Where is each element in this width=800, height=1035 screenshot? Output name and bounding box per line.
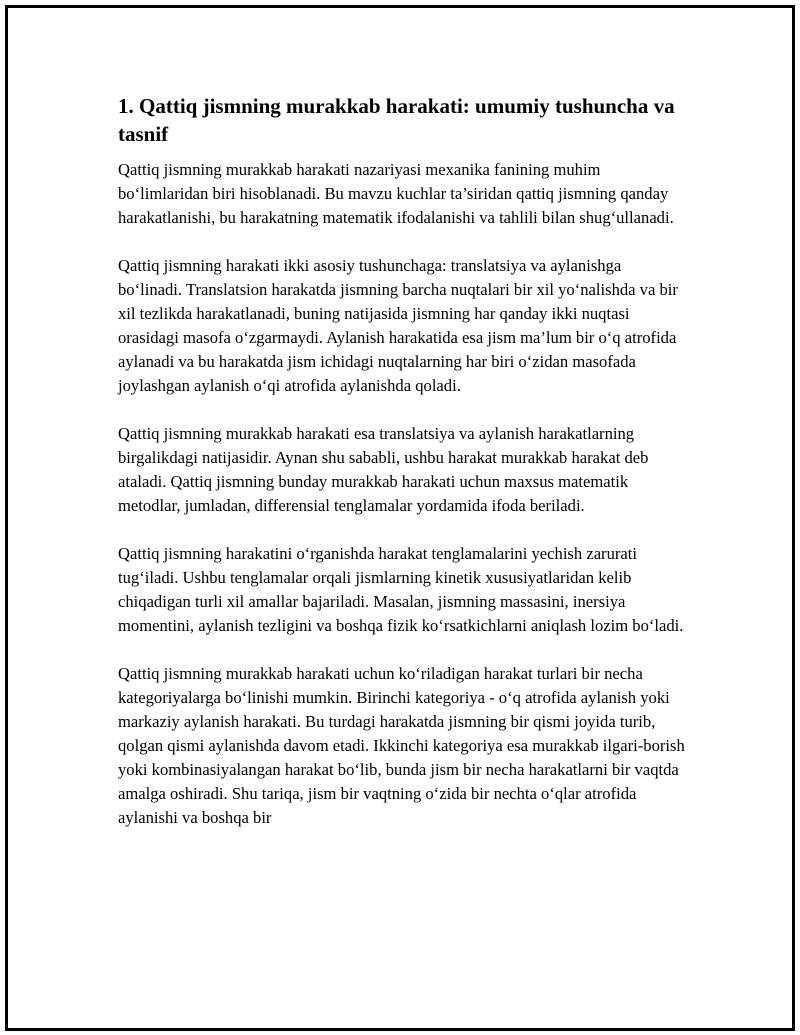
section-heading: 1. Qattiq jismning murakkab harakati: umumiy tushuncha va tasnif [118,94,675,146]
paragraph-4: Qattiq jismning harakatini o‘rganishda harakat tenglamalarini yechish zarurati tug‘iladi. Ushbu tenglamalar orqali jismlarning kinetik xususiyatlaridan kelib chiqadigan turli xil amallar bajariladi. Masalan, jismning massasini, inersiya momentini, aylanish tezligini va boshqa fizik ko‘rsatkichlarni aniqlash lozim bo‘ladi. [118,544,684,635]
document-body [118,92,688,854]
paragraph-1: Qattiq jismning murakkab harakati nazariyasi mexanika fanining muhim bo‘limlaridan biri hisoblanadi. Bu mavzu kuchlar ta’siridan qattiq jismning qanday harakatlanishi, bu harakatning matematik ifodalanishi va tahlili bilan shug‘ullanadi. [118,160,674,227]
paragraph-5: Qattiq jismning murakkab harakati uchun ko‘riladigan harakat turlari bir necha kategoriyalarga bo‘linishi mumkin. Birinchi kategoriya - o‘q atrofida aylanish yoki markaziy aylanish harakati. Bu turdagi harakatda jismning bir qismi joyida turib, qolgan qismi aylanishda davom etadi. Ikkinchi kategoriya esa murakkab ilgari-borish yoki kombinasiyalangan harakat bo‘lib, bunda jism bir necha harakatlarni bir vaqtda amalga oshiradi. Shu tariqa, jism bir vaqtning o‘zida bir nechta o‘qlar atrofida aylanishi va boshqa bir [118,664,685,827]
paragraph-3: Qattiq jismning murakkab harakati esa translatsiya va aylanish harakatlarning birgalikdagi natijasidir. Aynan shu sababli, ushbu harakat murakkab harakat deb ataladi. Qattiq jismning bunday murakkab harakati uchun maxsus matematik metodlar, jumladan, differensial tenglamalar yordamida ifoda beriladi. [118,424,649,515]
paragraph-2: Qattiq jismning harakati ikki asosiy tushunchaga: translatsiya va aylanishga bo‘linadi. Translatsion harakatda jismning barcha nuqtalari bir xil yo‘nalishda va bir xil tezlikda harakatlanadi, buning natijasida jismning har qanday ikki nuqtasi orasidagi masofa o‘zgarmaydi. Aylanish harakatida esa jism ma’lum bir o‘q atrofida aylanadi va bu harakatda jism ichidagi nuqtalarning har biri o‘zidan masofada joylashgan aylanish o‘qi atrofida aylanishda qoladi. [118,256,678,395]
